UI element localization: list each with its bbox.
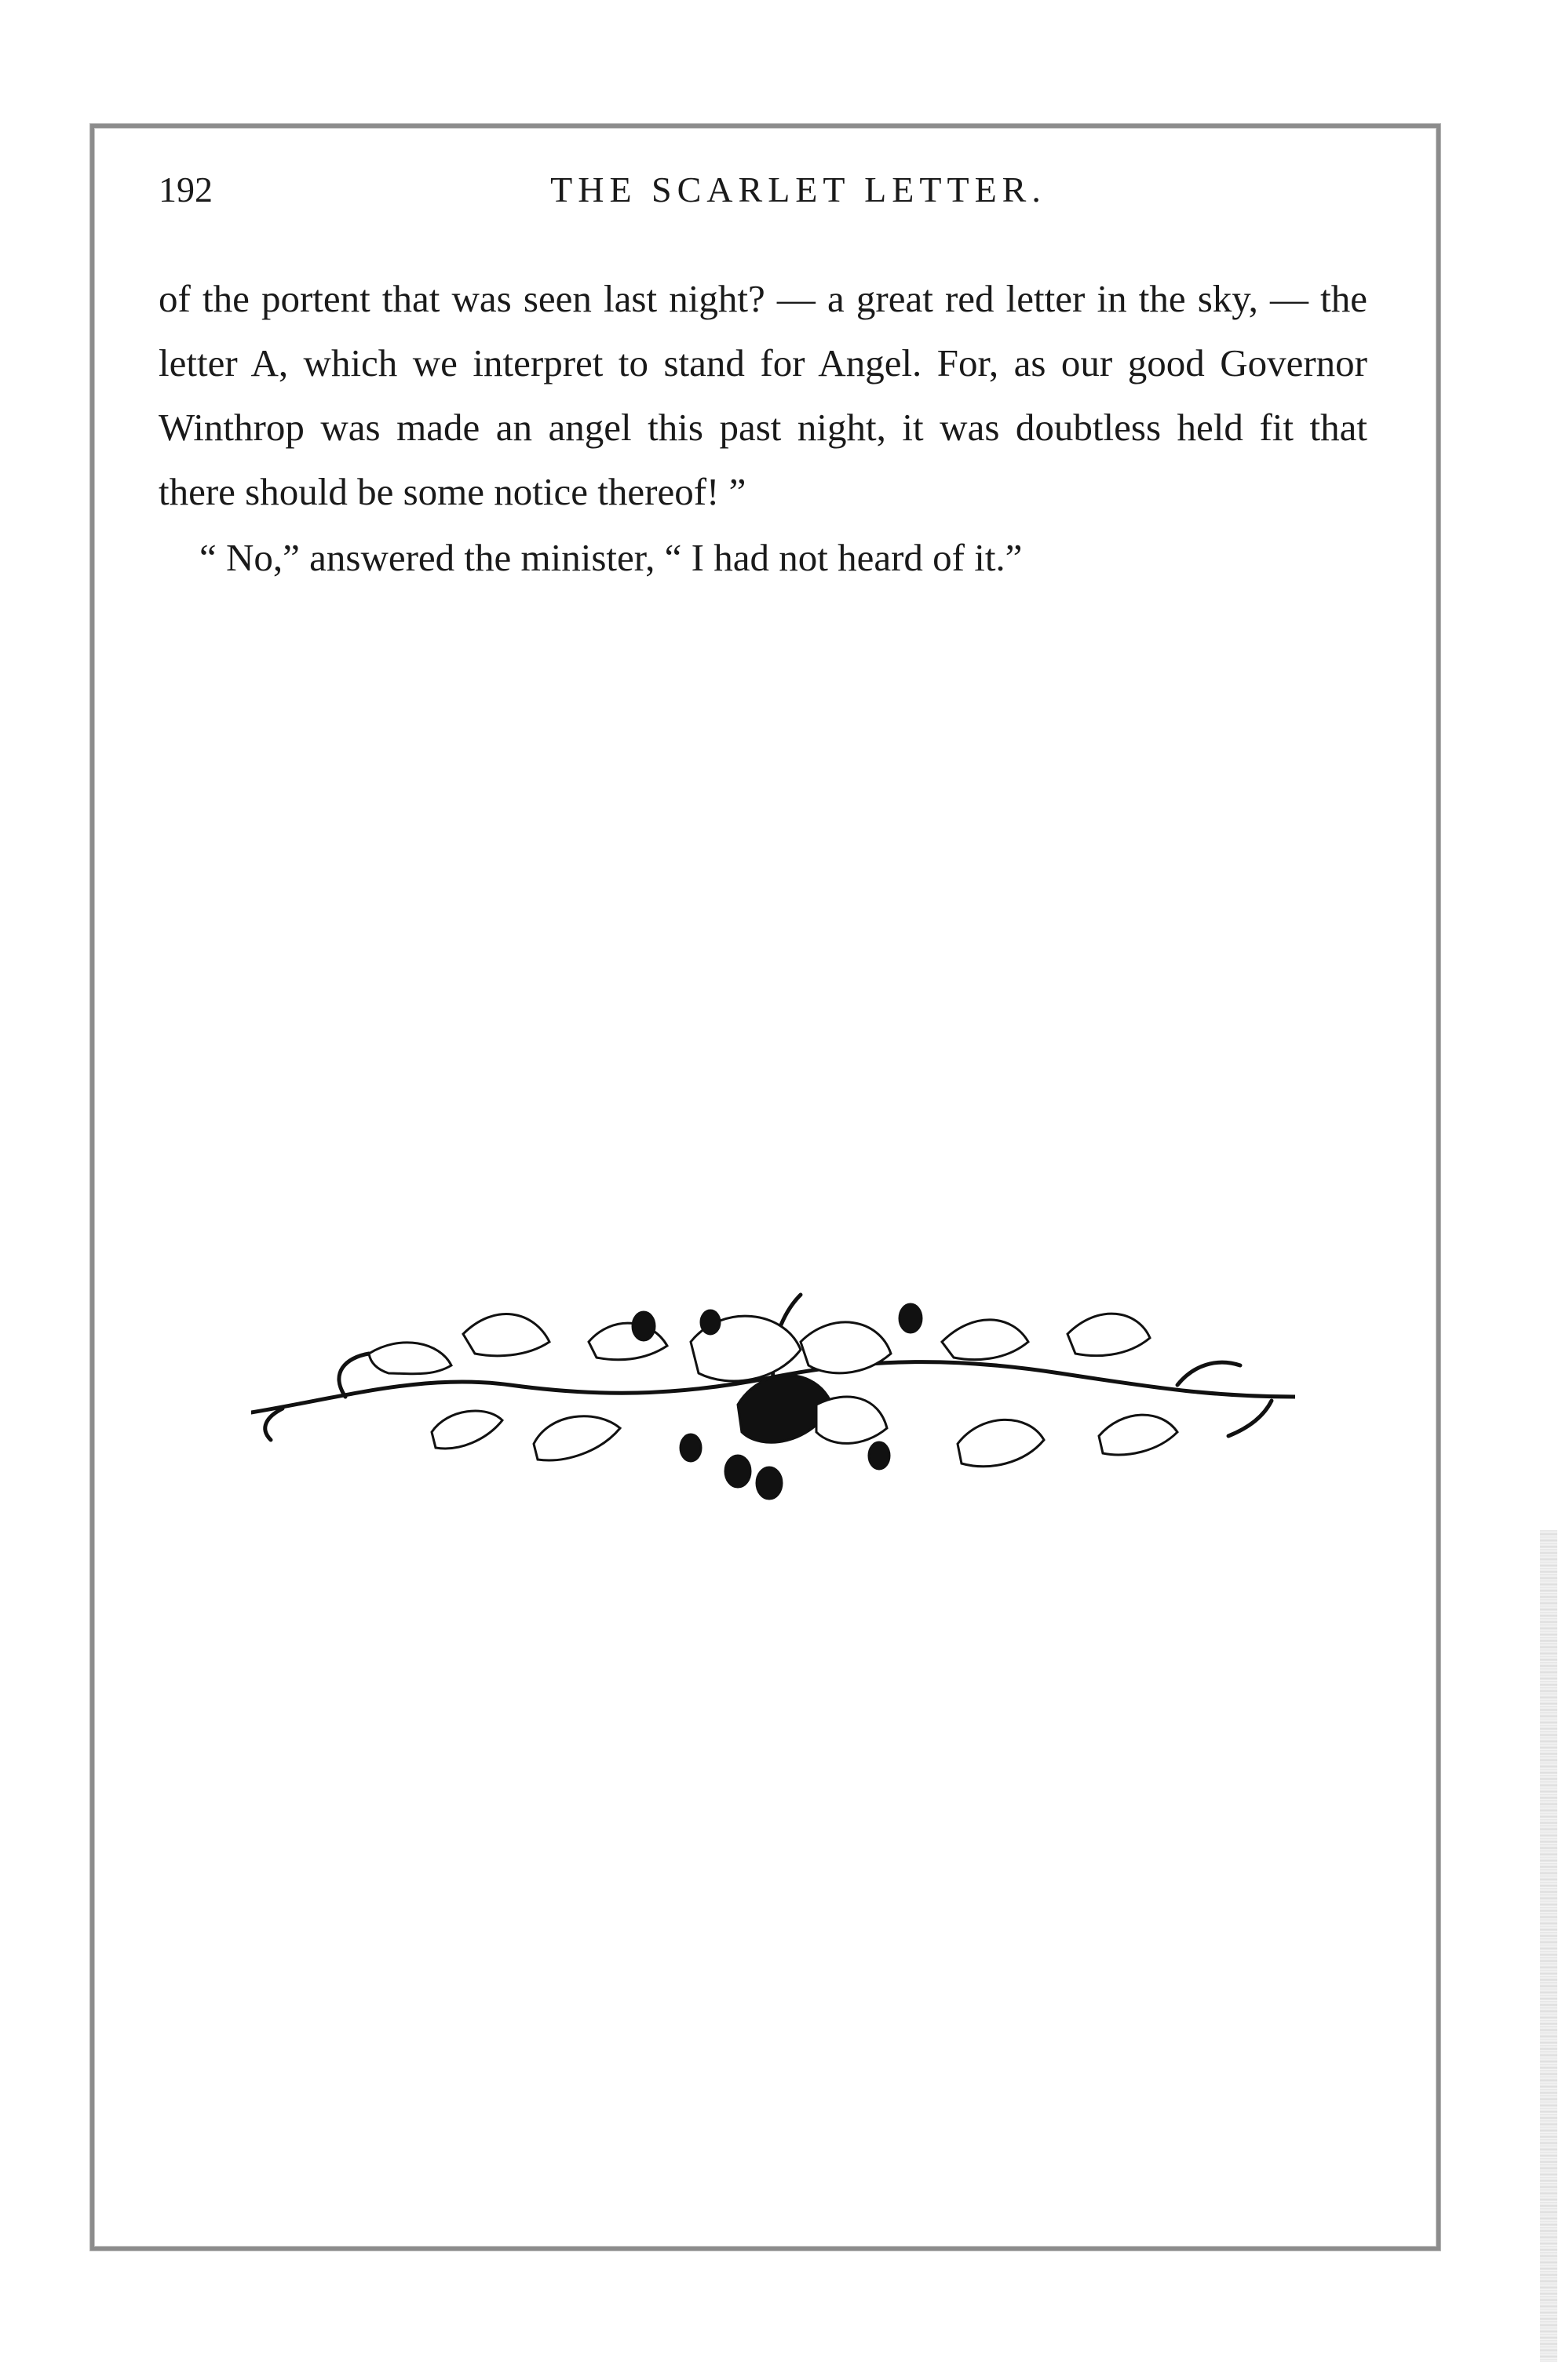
page-number: 192 — [159, 169, 213, 210]
scan-edge — [1540, 1530, 1557, 2362]
oak-leaf-acorn-garland-icon — [251, 1248, 1295, 1530]
running-head — [159, 166, 1367, 213]
paragraph: of the portent that was seen last night? — a great red letter in the sky, — the letter A, which we interpret to stand for Angel. For, as our good Governor Winthrop was made an angel this past night, it was doubtless held fit that there should be some notice thereof! ” — [159, 277, 1367, 513]
paragraph: “ No,” answered the minister, “ I had not heard of it.” — [199, 536, 1023, 579]
book-title: THE SCARLET LETTER. — [550, 169, 1046, 210]
body-text — [159, 267, 1367, 590]
